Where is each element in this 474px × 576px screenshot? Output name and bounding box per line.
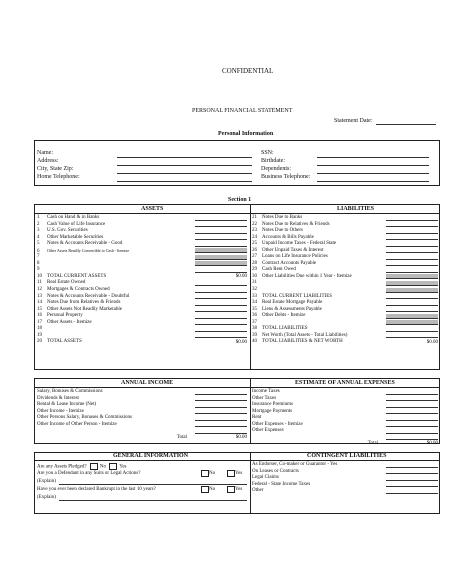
line-number: 15 bbox=[37, 306, 42, 312]
amount-field[interactable] bbox=[386, 272, 438, 273]
document-title: PERSONAL FINANCIAL STATEMENT bbox=[192, 108, 293, 114]
line-number: 2 bbox=[37, 221, 40, 227]
address-field[interactable] bbox=[117, 165, 252, 166]
line-label: Liens & Assessments Payable bbox=[262, 306, 322, 312]
annual-income-header: ANNUAL INCOME bbox=[121, 380, 174, 386]
business-telephone-label: Business Telephone: bbox=[261, 174, 311, 180]
amount-field[interactable] bbox=[195, 239, 247, 240]
income-expenses-box bbox=[34, 378, 440, 447]
birthdate-field[interactable] bbox=[317, 165, 429, 166]
contingent-row bbox=[252, 488, 438, 495]
line-number: 22 bbox=[252, 221, 257, 227]
explain-field[interactable] bbox=[59, 500, 247, 501]
line-number: 3 bbox=[37, 228, 40, 234]
confidential-label: CONFIDENTIAL bbox=[222, 67, 274, 75]
line-number: 36 bbox=[252, 313, 257, 319]
yes-label: Yes bbox=[235, 487, 243, 492]
business-telephone-field[interactable] bbox=[317, 181, 429, 182]
amount-field[interactable] bbox=[195, 233, 247, 234]
line-label: Other Expenses bbox=[252, 428, 284, 434]
line-label: Mortgages & Contracts Owned bbox=[47, 287, 110, 293]
bankrupt-label: Have you ever been declared Bankrupt in the last 10 years? bbox=[37, 487, 156, 492]
bankrupt-no-checkbox[interactable] bbox=[201, 486, 209, 493]
amount-field[interactable] bbox=[195, 337, 247, 338]
line-label: Other Unpaid Taxes & Interest bbox=[262, 247, 324, 253]
total-value: $0.00 bbox=[426, 339, 438, 345]
statement-date-label: Statement Date: bbox=[334, 118, 373, 124]
line-label: Notes Due from Relatives & Friends bbox=[47, 300, 121, 306]
no-label: No bbox=[99, 464, 106, 470]
amount-field[interactable] bbox=[386, 281, 438, 286]
line-number: 35 bbox=[252, 306, 257, 312]
defendant-label: Are you a Defendant in any Suits or Legal Actions? bbox=[37, 471, 141, 476]
amount-field[interactable] bbox=[386, 314, 438, 319]
line-number: 38 bbox=[252, 326, 257, 332]
bankrupt-yes-checkbox[interactable] bbox=[227, 486, 235, 493]
line-label: Unpaid Income Taxes - Federal State bbox=[262, 241, 337, 247]
line-label: Mortgage Payments bbox=[252, 408, 293, 414]
line-number: 16 bbox=[37, 313, 42, 319]
defendant-question bbox=[37, 471, 140, 477]
line-label: Loans on Life Insurance Policies bbox=[262, 254, 328, 260]
amount-field[interactable] bbox=[386, 420, 438, 421]
section-1-box bbox=[34, 204, 440, 370]
line-label: Cash Value of Life Insurance bbox=[47, 221, 106, 227]
total-value: $0.00 bbox=[235, 274, 247, 280]
amount-field[interactable] bbox=[195, 272, 247, 273]
line-label: Other Liabilities Due within 1 Year - Itemize bbox=[262, 273, 352, 279]
amount-field[interactable] bbox=[195, 394, 247, 395]
dependents-label: Dependents: bbox=[261, 166, 291, 172]
personal-info-header: Personal Information bbox=[218, 131, 274, 137]
line-number: 9 bbox=[37, 267, 40, 273]
line-label: Other Taxes bbox=[252, 395, 277, 401]
line-label: Other Expenses - Itemize bbox=[252, 421, 303, 427]
line-label: U.S. Gov. Securities bbox=[47, 228, 88, 234]
amount-field[interactable] bbox=[195, 311, 247, 312]
amount-field[interactable] bbox=[386, 407, 438, 408]
amount-field[interactable] bbox=[195, 226, 247, 227]
line-number: 12 bbox=[37, 287, 42, 293]
line-label: TOTAL LIABILITIES bbox=[262, 326, 308, 332]
amount-field[interactable] bbox=[195, 413, 247, 414]
amount-field[interactable] bbox=[195, 340, 247, 346]
line-label: Real Estate Owned bbox=[47, 280, 86, 286]
line-label: Salary, Bonuses & Commissions bbox=[37, 389, 103, 394]
line-number: 39 bbox=[252, 332, 257, 338]
line-number: 5 bbox=[37, 241, 40, 247]
assets-pledged-yes-checkbox[interactable] bbox=[109, 463, 117, 470]
amount-field[interactable] bbox=[386, 220, 438, 221]
address-label: Address: bbox=[37, 158, 59, 164]
line-label: Legal Claims bbox=[252, 475, 279, 481]
amount-field[interactable] bbox=[195, 318, 247, 319]
amount-field[interactable] bbox=[386, 493, 438, 494]
amount-field[interactable] bbox=[195, 433, 247, 434]
yes-label: Yes bbox=[119, 464, 127, 470]
amount-field[interactable] bbox=[195, 292, 247, 293]
line-number: 33 bbox=[252, 293, 257, 299]
total-value: $0.00 bbox=[235, 434, 247, 440]
total-value: $0.00 bbox=[235, 339, 247, 345]
line-label: Other Marketable Securities bbox=[47, 234, 104, 240]
line-number: 20 bbox=[37, 339, 42, 345]
line-label: Other Assets Not Readily Marketable bbox=[47, 306, 122, 312]
amount-field[interactable] bbox=[195, 255, 247, 260]
line-label: Personal Property bbox=[47, 313, 83, 319]
liabilities-header: LIABILITIES bbox=[337, 206, 375, 212]
general-contingent-box bbox=[34, 452, 440, 514]
line-number: 21 bbox=[252, 215, 257, 220]
line-label: Real Estate Mortgage Payable bbox=[262, 300, 323, 306]
contingent-header: CONTINGENT LIABILITIES bbox=[307, 453, 387, 459]
expense-list bbox=[252, 389, 438, 448]
section-1-header: Section 1 bbox=[228, 197, 252, 203]
amount-field[interactable] bbox=[386, 233, 438, 234]
annual-expenses-header: ESTIMATE OF ANNUAL EXPENSES bbox=[295, 380, 395, 386]
amount-field[interactable] bbox=[386, 480, 438, 481]
no-label: No bbox=[209, 487, 216, 492]
line-number: 17 bbox=[37, 319, 42, 325]
line-label: TOTAL LIABILITIES & NET WORTH bbox=[262, 339, 343, 345]
line-number: 6 bbox=[37, 248, 40, 254]
line-number: 25 bbox=[252, 241, 257, 247]
amount-field[interactable] bbox=[386, 320, 438, 325]
line-label: Notes Due to Others bbox=[262, 228, 303, 234]
home-telephone-label: Home Telephone: bbox=[37, 174, 80, 180]
line-number: 4 bbox=[37, 234, 40, 240]
line-label: TOTAL CURRENT LIABILITIES bbox=[262, 293, 333, 299]
amount-field[interactable] bbox=[195, 298, 247, 299]
line-number: 8 bbox=[37, 260, 40, 266]
line-label: Net Worth (Total Assets - Total Liabilities) bbox=[262, 332, 348, 338]
line-number: 13 bbox=[37, 293, 42, 299]
yes-label: Yes bbox=[235, 471, 243, 476]
amount-field[interactable] bbox=[386, 311, 438, 312]
general-info-header: GENERAL INFORMATION bbox=[113, 453, 189, 459]
amount-field[interactable] bbox=[386, 439, 438, 440]
amount-field[interactable] bbox=[386, 486, 438, 487]
line-label: Other bbox=[252, 488, 264, 494]
line-number: 14 bbox=[37, 300, 42, 306]
line-label: Dividends & Interest bbox=[37, 395, 79, 401]
line-number: 11 bbox=[37, 280, 42, 286]
line-label: Federal - State Income Taxes bbox=[252, 481, 311, 487]
defendant-yes-checkbox[interactable] bbox=[227, 470, 235, 477]
total-row bbox=[37, 435, 247, 442]
amount-field[interactable] bbox=[386, 337, 438, 338]
amount-field[interactable] bbox=[195, 331, 247, 332]
amount-field[interactable] bbox=[195, 261, 247, 266]
amount-field[interactable] bbox=[195, 420, 247, 421]
line-label: Notes Due to Banks bbox=[262, 215, 303, 220]
amount-field[interactable] bbox=[195, 324, 247, 325]
liabilities-list bbox=[252, 215, 438, 346]
personal-info-box bbox=[34, 140, 440, 186]
line-label: TOTAL CURRENT ASSETS bbox=[47, 273, 107, 279]
amount-field[interactable] bbox=[386, 298, 438, 299]
line-label: Other Income of Other Person - Itemize bbox=[37, 421, 117, 427]
name-field[interactable] bbox=[117, 157, 252, 158]
statement-date-field[interactable] bbox=[376, 124, 436, 125]
explain-field[interactable] bbox=[59, 484, 247, 485]
assets-pledged-no-checkbox[interactable] bbox=[90, 463, 98, 470]
line-number: 7 bbox=[37, 254, 40, 260]
liability-row bbox=[252, 339, 438, 346]
line-label: Accounts & Bills Payable bbox=[262, 234, 314, 240]
line-number: 29 bbox=[252, 267, 257, 273]
line-number: 10 bbox=[37, 273, 42, 279]
amount-field[interactable] bbox=[195, 305, 247, 306]
amount-field[interactable] bbox=[195, 285, 247, 286]
amount-field[interactable] bbox=[386, 246, 438, 247]
home-telephone-field[interactable] bbox=[117, 181, 252, 182]
defendant-no-checkbox[interactable] bbox=[201, 470, 209, 477]
total-label: Total bbox=[367, 441, 378, 447]
city-state-zip-label: City, State Zip: bbox=[37, 166, 74, 172]
line-label: Other Assets - Itemize bbox=[47, 319, 92, 325]
line-label: Notes & Accounts Receivable - Good bbox=[47, 241, 123, 247]
amount-field[interactable] bbox=[195, 407, 247, 408]
amount-field[interactable] bbox=[386, 433, 438, 434]
line-label: As Endorser, Co-maker or Guarantor - Yes bbox=[252, 462, 338, 467]
line-label: Other Assets Readily Convertible to Cash - Itemize bbox=[47, 247, 130, 253]
amount-field[interactable] bbox=[195, 400, 247, 401]
total-row bbox=[252, 441, 438, 448]
line-label: Other Debts - Itemize bbox=[262, 313, 306, 319]
amount-field[interactable] bbox=[386, 239, 438, 240]
amount-field[interactable] bbox=[386, 467, 438, 468]
amount-field[interactable] bbox=[386, 259, 438, 260]
amount-field[interactable] bbox=[386, 426, 438, 427]
income-list bbox=[37, 389, 247, 441]
total-value: $0.00 bbox=[426, 441, 438, 447]
ssn-field[interactable] bbox=[317, 157, 429, 158]
explain-label: (Explain) bbox=[37, 479, 56, 484]
line-number: 26 bbox=[252, 247, 257, 253]
ssn-label: SSN: bbox=[261, 150, 274, 156]
line-number: 18 bbox=[37, 326, 42, 332]
line-number: 31 bbox=[252, 280, 257, 286]
line-label: Notes Due to Relatives & Friends bbox=[262, 221, 330, 227]
line-label: Other Income - Itemize bbox=[37, 408, 84, 414]
city-state-zip-field[interactable] bbox=[117, 173, 252, 174]
amount-field[interactable] bbox=[386, 340, 438, 346]
line-label: Other Persons Salary, Bonuses & Commissions bbox=[37, 415, 132, 421]
contingent-list bbox=[252, 462, 438, 495]
amount-field[interactable] bbox=[386, 274, 438, 279]
amount-field[interactable] bbox=[195, 426, 247, 427]
birthdate-label: Birthdate: bbox=[261, 158, 285, 164]
line-number: 34 bbox=[252, 300, 257, 306]
amount-field[interactable] bbox=[386, 265, 438, 266]
line-number: 40 bbox=[252, 339, 257, 345]
amount-field[interactable] bbox=[195, 220, 247, 221]
line-label: Rental & Lease Income (Net) bbox=[37, 402, 97, 408]
line-label: TOTAL ASSETS bbox=[47, 339, 82, 345]
amount-field[interactable] bbox=[386, 288, 438, 293]
line-number: 19 bbox=[37, 332, 42, 338]
line-number: 24 bbox=[252, 234, 257, 240]
amount-field[interactable] bbox=[386, 413, 438, 414]
amount-field[interactable] bbox=[386, 400, 438, 401]
assets-pledged-question bbox=[37, 463, 126, 471]
amount-field[interactable] bbox=[386, 305, 438, 306]
assets-pledged-label: Are any Assets Pledged? bbox=[37, 464, 87, 470]
dependents-field[interactable] bbox=[317, 173, 429, 174]
line-label: Cash on Hand & in Banks bbox=[47, 215, 100, 220]
no-label: No bbox=[209, 471, 216, 476]
line-label: Rent bbox=[252, 415, 262, 421]
line-label: Notes & Accounts Receivable - Doubtful bbox=[47, 293, 130, 299]
explain-label: (Explain) bbox=[37, 495, 56, 500]
amount-field[interactable] bbox=[386, 394, 438, 395]
line-number: 27 bbox=[252, 254, 257, 260]
total-label: Total bbox=[176, 434, 187, 440]
line-number: 37 bbox=[252, 319, 257, 325]
line-label: Insurance Premiums bbox=[252, 402, 293, 408]
asset-row bbox=[37, 339, 247, 346]
line-number: 23 bbox=[252, 228, 257, 234]
assets-list bbox=[37, 215, 247, 346]
assets-header: ASSETS bbox=[141, 206, 164, 212]
amount-field[interactable] bbox=[386, 473, 438, 474]
amount-field[interactable] bbox=[386, 252, 438, 253]
line-number: 32 bbox=[252, 287, 257, 293]
line-label: On Leases or Contracts bbox=[252, 468, 299, 474]
amount-field[interactable] bbox=[195, 248, 247, 253]
line-label: Income Taxes bbox=[252, 389, 280, 394]
line-label: Cash Rent Owed bbox=[262, 267, 296, 273]
line-number: 30 bbox=[252, 273, 257, 279]
name-label: Name: bbox=[37, 150, 53, 156]
line-number: 28 bbox=[252, 260, 257, 266]
amount-field[interactable] bbox=[386, 226, 438, 227]
amount-field[interactable] bbox=[195, 246, 247, 247]
amount-field[interactable] bbox=[386, 331, 438, 332]
line-number: 1 bbox=[37, 215, 40, 220]
line-label: Contract Accounts Payable bbox=[262, 260, 317, 266]
